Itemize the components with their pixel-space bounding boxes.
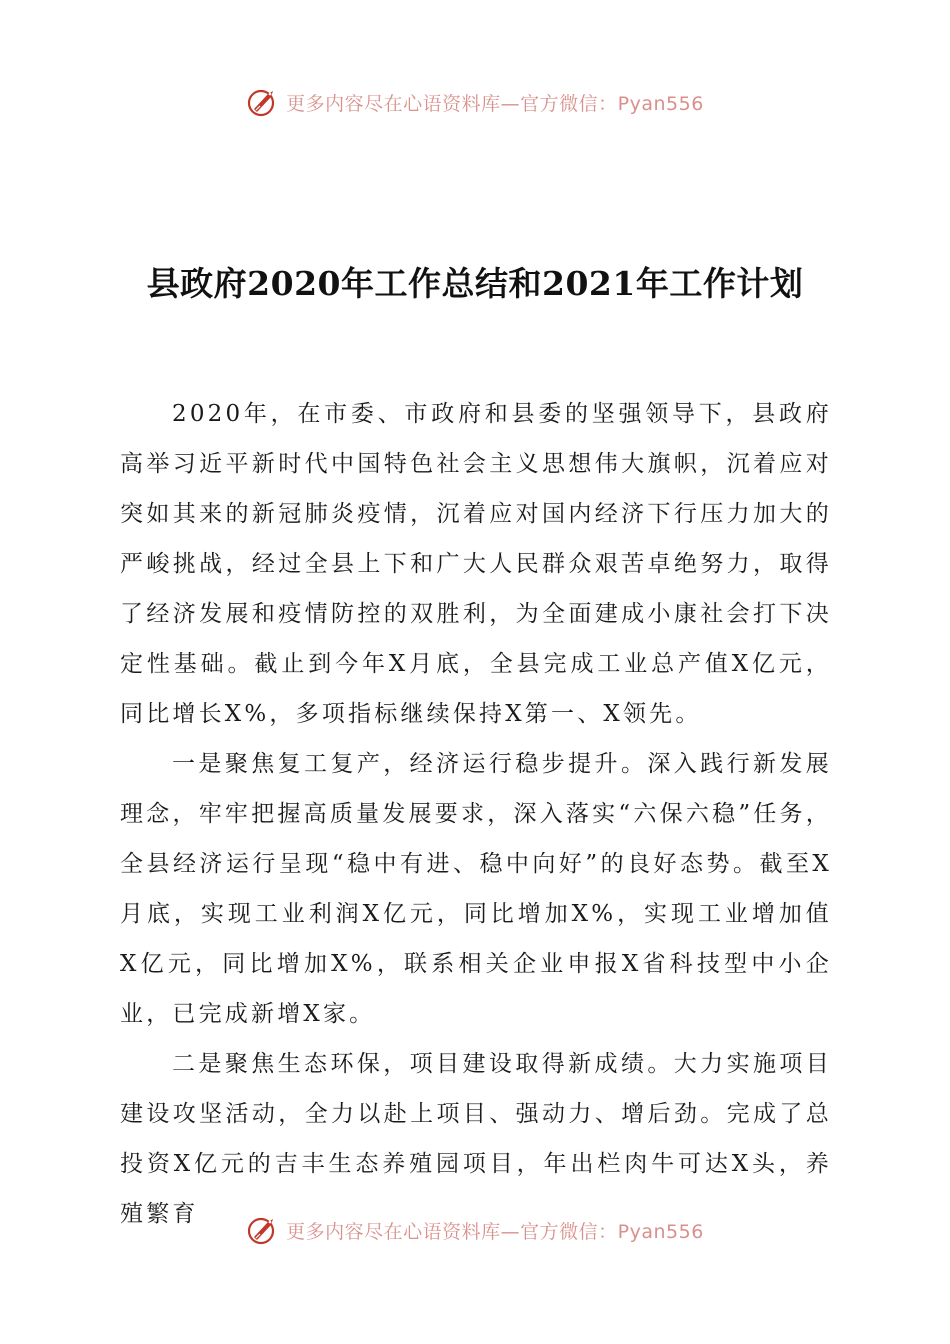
pen-nib-logo-icon xyxy=(246,1213,280,1247)
pen-nib-logo-icon xyxy=(246,85,280,119)
document-body xyxy=(120,389,832,1239)
banner-text: 更多内容尽在心语资料库—官方微信：Pyan556 xyxy=(286,1220,704,1243)
paragraph-point-two: 二是聚焦生态环保，项目建设取得新成绩。大力实施项目建设攻坚活动，全力以赴上项目、强动力、增后劲。完成了总投资X亿元的吉丰生态养殖园项目，年出栏肉牛可达X头，养殖繁育 xyxy=(120,1051,832,1227)
header-banner xyxy=(0,82,950,122)
banner-text: 更多内容尽在心语资料库—官方微信：Pyan556 xyxy=(286,92,704,115)
paragraph-point-one: 一是聚焦复工复产，经济运行稳步提升。深入践行新发展理念，牢牢把握高质量发展要求，深入落实“六保六稳”任务，全县经济运行呈现“稳中有进、稳中向好”的良好态势。截至X月底，实现工业利润X亿元，同比增加X%，实现工业增加值X亿元，同比增加X%，联系相关企业申报X省科技型中小企业，已完成新增X家。 xyxy=(120,751,832,1027)
document-title: 县政府2020年工作总结和2021年工作计划 xyxy=(146,264,804,303)
paragraph-intro: 2020年，在市委、市政府和县委的坚强领导下，县政府高举习近平新时代中国特色社会主义思想伟大旗帜，沉着应对突如其来的新冠肺炎疫情，沉着应对国内经济下行压力加大的严峻挑战，经过全县上下和广大人民群众艰苦卓绝努力，取得了经济发展和疫情防控的双胜利，为全面建成小康社会打下决定性基础。截止到今年X月底，全县完成工业总产值X亿元，同比增长X%，多项指标继续保持X第一、X领先。 xyxy=(120,401,832,727)
footer-banner xyxy=(0,1210,950,1250)
